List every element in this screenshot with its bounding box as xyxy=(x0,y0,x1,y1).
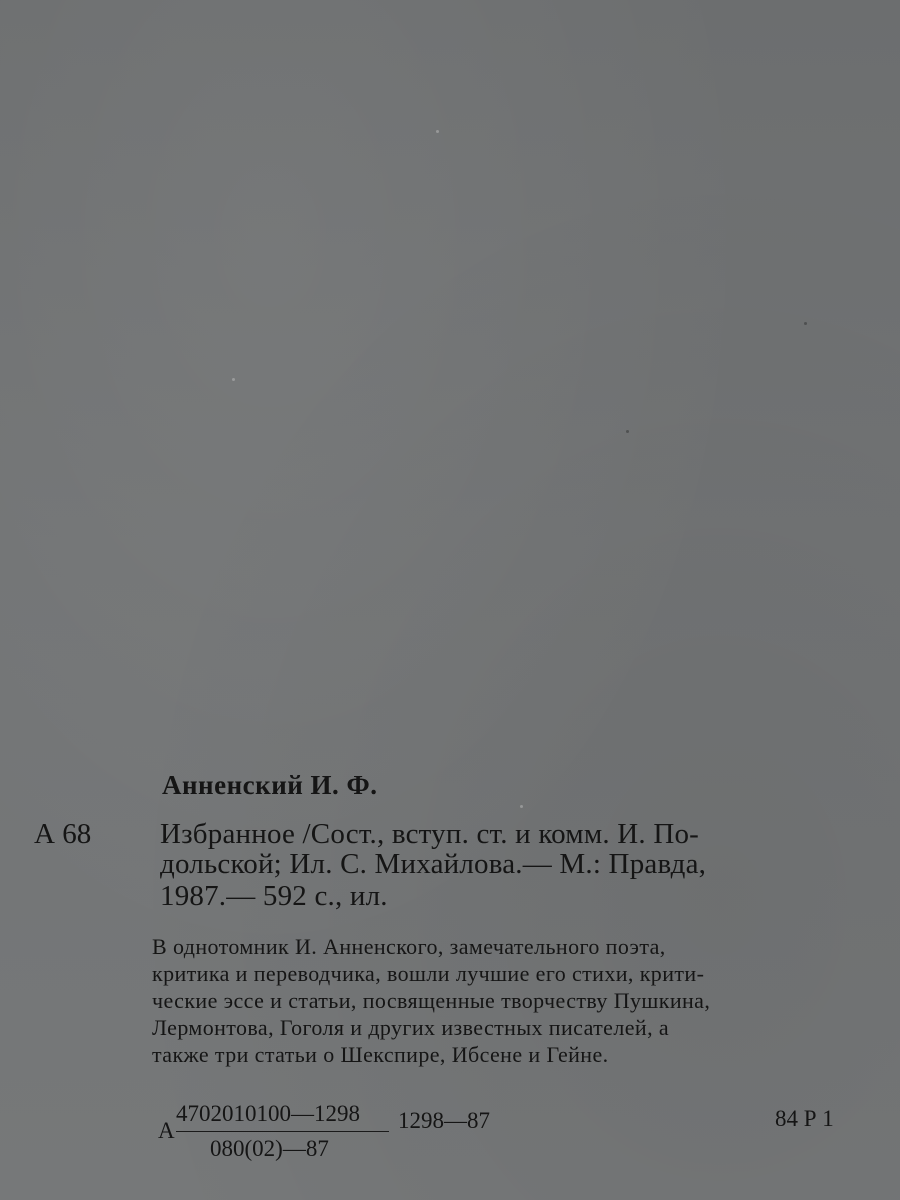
annotation-line: В однотомник И. Анненского, замечательного поэта, xyxy=(152,934,666,959)
library-index: А 68 xyxy=(34,818,92,850)
annotation-line: критика и переводчика, вошли лучшие его стихи, крити- xyxy=(152,961,705,986)
bbk-classification: 84 Р 1 xyxy=(775,1106,834,1131)
bibliographic-line: дольской; Ил. С. Михайлова.— М.: Правда, xyxy=(160,848,707,880)
code-numerator: 4702010100—1298 xyxy=(176,1101,360,1126)
code-prefix: А xyxy=(158,1118,175,1143)
bibliographic-line: Избранное /Сост., вступ. ст. и комм. И. По- xyxy=(160,818,700,850)
paper-speck xyxy=(232,378,235,381)
annotation-line: также три статьи о Шекспире, Ибсене и Гейне. xyxy=(152,1042,609,1067)
annotation-line: ческие эссе и статьи, посвященные творчеству Пушкина, xyxy=(152,988,711,1013)
author-heading: Анненский И. Ф. xyxy=(162,770,378,800)
annotation-line: Лермонтова, Гоголя и других известных писателей, а xyxy=(152,1015,670,1040)
code-denominator: 080(02)—87 xyxy=(210,1136,329,1161)
paper-speck xyxy=(520,805,523,808)
code-suffix: 1298—87 xyxy=(398,1108,490,1133)
code-fraction-bar xyxy=(176,1131,389,1132)
paper-speck xyxy=(626,430,629,433)
paper-speck xyxy=(436,130,439,133)
bibliographic-line: 1987.— 592 с., ил. xyxy=(160,880,388,912)
paper-speck xyxy=(804,322,807,325)
